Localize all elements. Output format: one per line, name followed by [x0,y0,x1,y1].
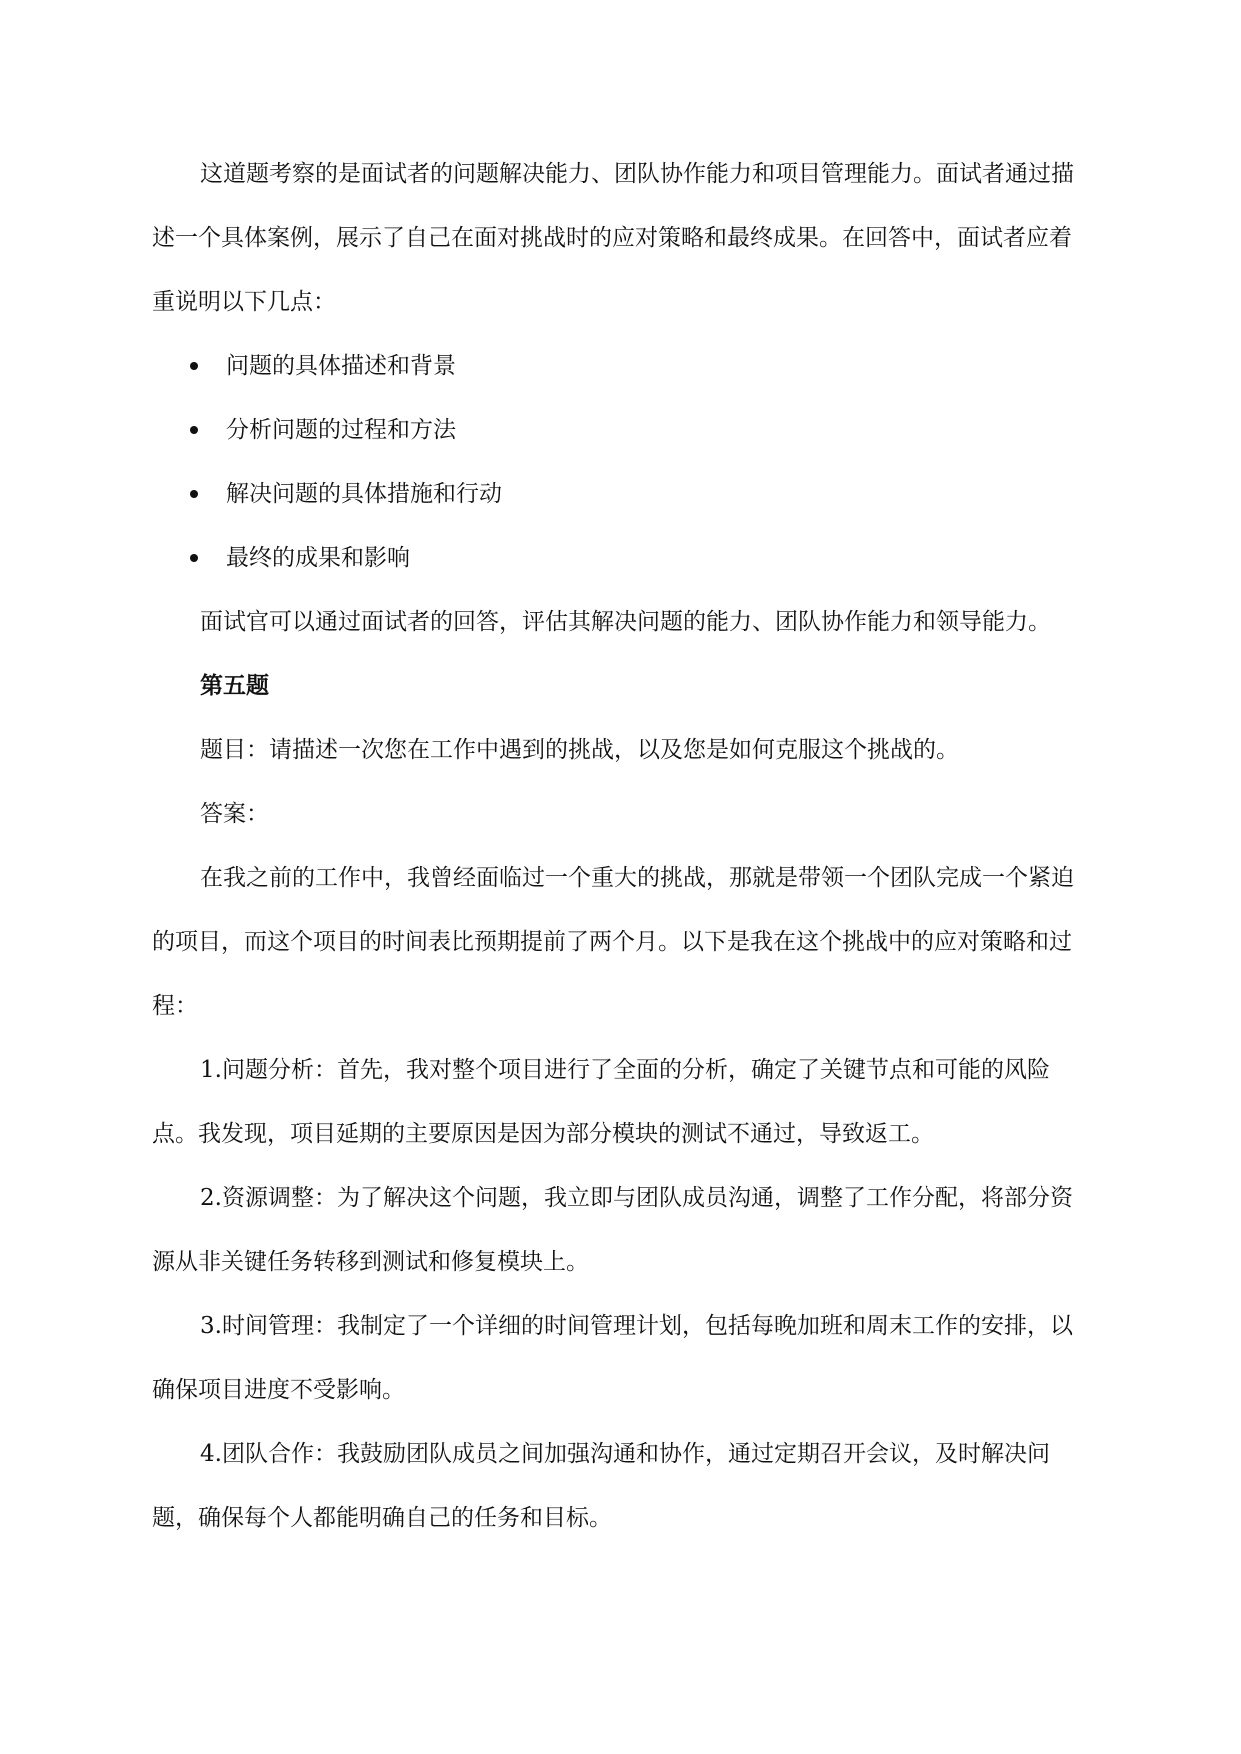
document-body [152,142,1088,1550]
step-paragraph: 3.时间管理：我制定了一个详细的时间管理计划，包括每晚加班和周末工作的安排，以确保项目进度不受影响。 [152,1313,1073,1403]
bullet-icon [190,554,198,562]
list-item-text: 最终的成果和影响 [226,545,410,571]
bullet-icon [190,362,198,370]
list-item [152,334,1088,398]
intro-paragraph: 这道题考察的是面试者的问题解决能力、团队协作能力和项目管理能力。面试者通过描述一个具体案例，展示了自己在面对挑战时的应对策略和最终成果。在回答中，面试者应着重说明以下几点： [152,161,1074,315]
key-points-list [152,334,1088,590]
answer-intro-paragraph: 在我之前的工作中，我曾经面临过一个重大的挑战，那就是带领一个团队完成一个紧迫的项目，而这个项目的时间表比预期提前了两个月。以下是我在这个挑战中的应对策略和过程： [152,865,1074,1019]
list-item-text: 解决问题的具体措施和行动 [226,481,502,507]
question-paragraph: 题目：请描述一次您在工作中遇到的挑战，以及您是如何克服这个挑战的。 [200,737,959,763]
list-item [152,526,1088,590]
step-paragraph: 4.团队合作：我鼓励团队成员之间加强沟通和协作，通过定期召开会议，及时解决问题，确保每个人都能明确自己的任务和目标。 [152,1441,1050,1531]
list-item [152,462,1088,526]
list-item-text: 分析问题的过程和方法 [226,417,456,443]
bullet-icon [190,490,198,498]
conclusion-paragraph: 面试官可以通过面试者的回答，评估其解决问题的能力、团队协作能力和领导能力。 [200,609,1051,635]
step-paragraph: 1.问题分析：首先，我对整个项目进行了全面的分析，确定了关键节点和可能的风险点。我发现，项目延期的主要原因是因为部分模块的测试不通过，导致返工。 [152,1057,1050,1147]
answer-label: 答案： [200,801,269,827]
list-item [152,398,1088,462]
step-paragraph: 2.资源调整：为了解决这个问题，我立即与团队成员沟通，调整了工作分配，将部分资源从非关键任务转移到测试和修复模块上。 [152,1185,1073,1275]
section-heading: 第五题 [200,673,269,699]
list-item-text: 问题的具体描述和背景 [226,353,456,379]
bullet-icon [190,426,198,434]
